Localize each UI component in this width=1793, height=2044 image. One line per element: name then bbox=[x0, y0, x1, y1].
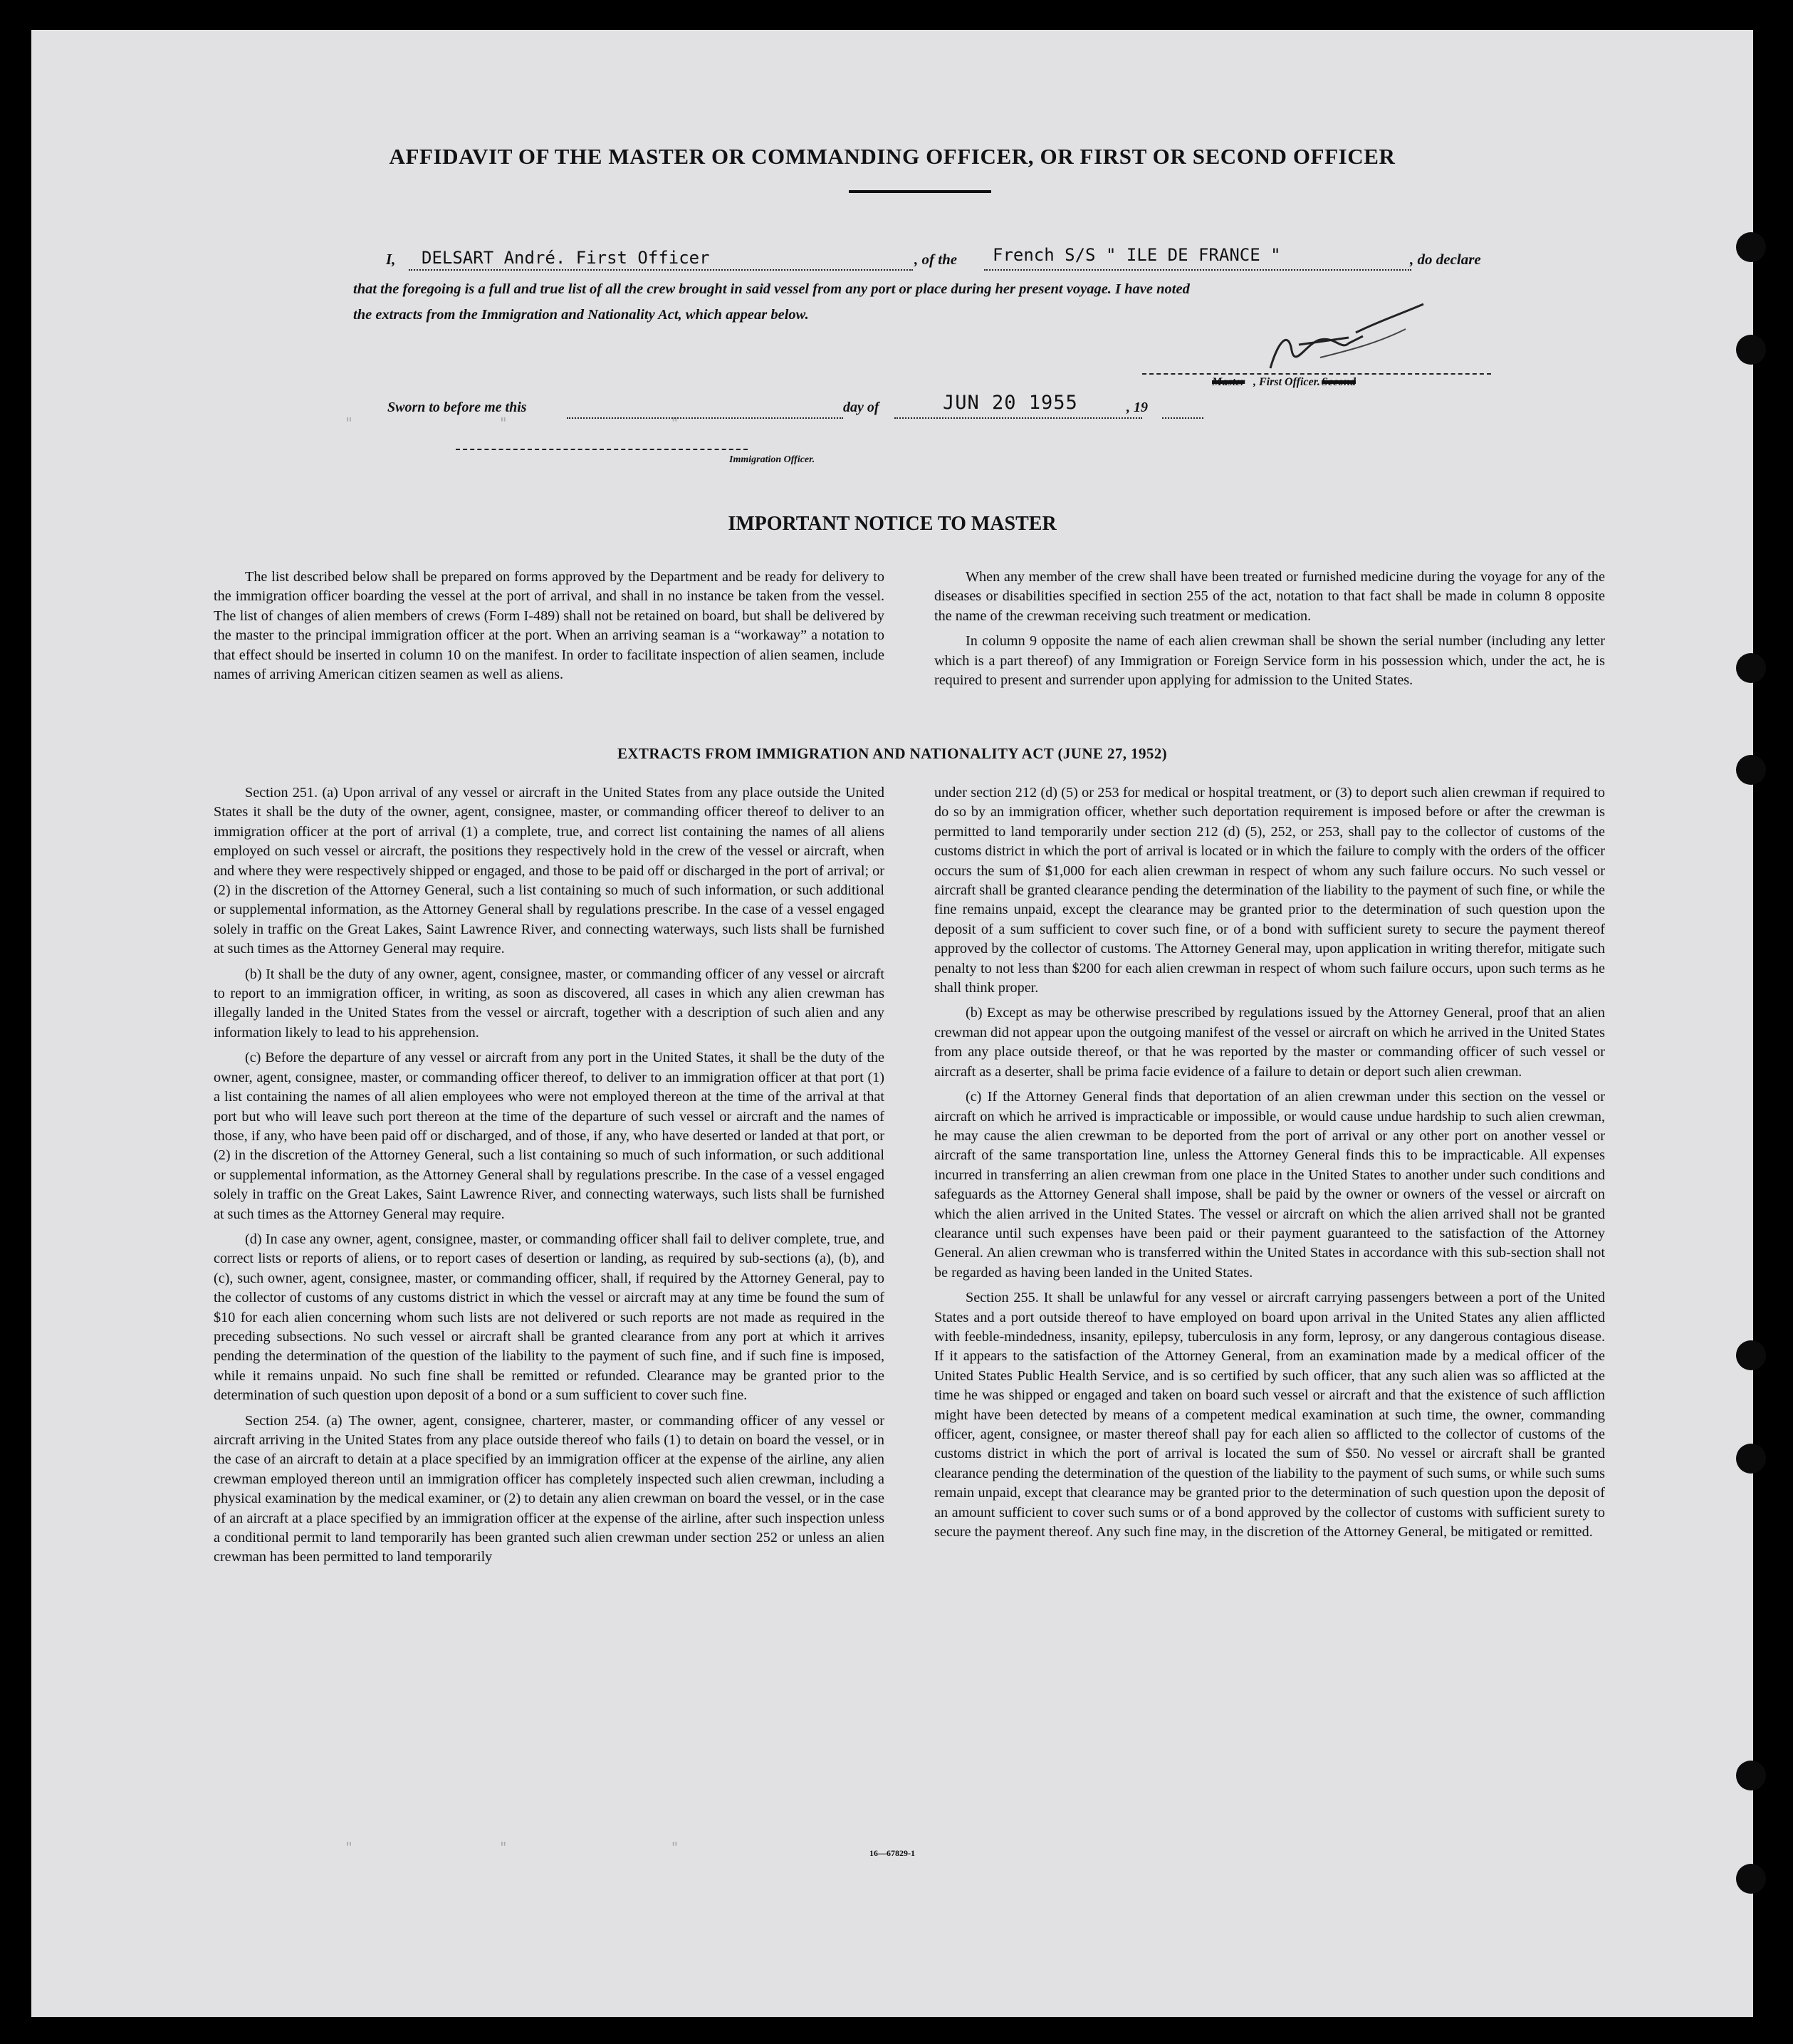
binder-hole-7 bbox=[1736, 1761, 1766, 1790]
notice-right-paragraph-2: In column 9 opposite the name of each alien crewman shall be shown the serial number (including any letter which is a part thereof) of any Immigration or Foreign Service form in his possession which, under the act, he is required to present and surrender upon applying for admission to the United States. bbox=[934, 633, 1605, 689]
vessel-value: French S/S " ILE DE FRANCE " bbox=[993, 245, 1281, 265]
immigration-officer-label: Immigration Officer. bbox=[729, 454, 815, 465]
do-declare-label: , do declare bbox=[1410, 251, 1481, 268]
struck-word-second: Second bbox=[1322, 376, 1356, 388]
bleed-through-mark: " " " bbox=[345, 1839, 679, 1856]
extracts-title: EXTRACTS FROM IMMIGRATION AND NATIONALITY ACT (JUNE 27, 1952) bbox=[617, 745, 1168, 762]
binder-hole-8 bbox=[1736, 1864, 1766, 1894]
name-fill-line bbox=[409, 269, 913, 271]
officer-title-label bbox=[1253, 376, 1320, 389]
officer-label-text: , First Officer. bbox=[1253, 376, 1320, 388]
extracts-left-column bbox=[214, 783, 884, 1573]
binder-hole-5 bbox=[1736, 1340, 1766, 1370]
notice-left-paragraph: The list described below shall be prepared on forms approved by the Department and be ready for delivery to the immigration officer boarding the vessel at the port of arrival, and shall in no instance be taken from the vessel. The list of changes of alien members of crews (Form I-489) shall not be retained on board, but shall be delivered by the master to the principal immigration officer at the port. When an arriving seaman is a “workaway” a notation to that effect should be inserted in column 10 on the manifest. In order to facilitate inspection of alien seamen, include names of arriving American citizen seamen as well as aliens. bbox=[214, 569, 884, 683]
binder-hole-6 bbox=[1736, 1444, 1766, 1474]
extracts-right-column bbox=[934, 783, 1605, 1548]
section-254-c: (c) If the Attorney General finds that deportation of an alien crewman under this section on the vessel or aircraft on which he arrived is impracticable or impossible, or would cause undue hardship to such alien crewman, he may cause the alien crewman to be deported from the port of arrival or any other port on another vessel or aircraft of the same transportation line, unless the Attorney General finds this to be impracticable. All expenses incurred in transferring an alien crewman from one place in the United States to another under such conditions and safeguards as the Attorney General shall impose, shall be paid by the owner or owners of the vessel or aircraft on which the alien arrived in the United States. The vessel or aircraft on which the alien arrived shall not be granted clearance until such expenses have been paid or their payment guaranteed to the satisfaction of the Attorney General. An alien crewman who is transferred within the United States in accordance with this sub-section shall not be regarded as having been landed in the United States. bbox=[934, 1089, 1605, 1281]
immigration-officer-signature-line bbox=[456, 449, 748, 450]
sworn-day-fill-line bbox=[567, 417, 843, 419]
bleed-through-mark: " " " bbox=[345, 414, 679, 432]
document-page bbox=[31, 30, 1753, 2017]
section-254-a-continued: under section 212 (d) (5) or 253 for medical or hospital treatment, or (3) to deport such alien crewman if required to do so by an immigration officer, whether such deportation requirement is imposed before or after the crewman is permitted to land temporarily under section 212 (d) (5), 252, or 253, shall pay to the collector of customs of the customs district in which the port of arrival is located or in which the failure to comply with the orders of the officer occurs the sum of $1,000 for each alien crewman in respect of whom any such failure occurs. No such vessel or aircraft shall be granted clearance pending the determination of the liability to the payment of such fine, or while the fine remains unpaid, except the clearance may be granted prior to the determination of such question upon the deposit of a sum sufficient to cover such fine, or of a bond with sufficient surety to secure the payment thereof approved by the collector of customs. The Attorney General may, upon application in writing therefor, mitigate such penalty to not less than $200 for each alien crewman in respect of whom such failure occurs, upon such terms as he shall think proper. bbox=[934, 785, 1605, 996]
notice-right-paragraph-1: When any member of the crew shall have been treated or furnished medicine during the voyage for any of the diseases or disabilities specified in section 255 of the act, notation to that fact shall be made in column 8 opposite the name of the crewman receiving such treatment or medication. bbox=[934, 569, 1605, 624]
section-255: Section 255. It shall be unlawful for any vessel or aircraft carrying passengers between a port of the United States and a port outside thereof to have employed on board upon arrival in the United States any alien afflicted with feeble-mindedness, insanity, epilepsy, tuberculosis in any form, leprosy, or any dangerous contagious disease. If it appears to the satisfaction of the Attorney General, from an examination made by a medical officer of the United States Public Health Service, and is so certified by such officer, that any such alien was so afflicted at the time he was shipped or engaged and taken on board such vessel or aircraft and that the existence of such affliction might have been detected by means of a competent medical examination at such time, the owner, commanding officer, agent, consignee, or master thereof shall pay for each alien so afflicted to the collector of customs of the customs district in which the port of arrival is located the sum of $50. No vessel or aircraft shall be granted clearance pending the determination of the question of the liability to the payment of such sums, or while such sums remain unpaid, except that clearance may be granted prior to the determination of such question upon the deposit of an amount sufficient to cover such sums or of a bond approved by the collector of customs with sufficient surety to secure the payment thereof. Any such fine may, in the discretion of the Attorney General, be mitigated or remitted. bbox=[934, 1290, 1605, 1540]
date-stamp: JUN 20 1955 bbox=[943, 392, 1078, 414]
officer-signature bbox=[1256, 301, 1441, 379]
section-251-b: (b) It shall be the duty of any owner, agent, consignee, master, or commanding officer of any vessel or aircraft to report to an immigration officer, in writing, as soon as discovered, all cases in which any alien crewman has illegally landed in the United States from the vessel or aircraft, together with a description of such alien and any information likely to lead to his apprehension. bbox=[214, 966, 884, 1041]
section-251-d: (d) In case any owner, agent, consignee, master, or commanding officer shall fail to deliver complete, true, and correct lists or reports of aliens, or to report cases of desertion or landing, as required by sub-sections (a), (b), and (c), such owner, agent, consignee, master, or commanding officer, shall, if required by the Attorney General, pay to the collector of customs of any customs district in which the vessel or aircraft may at any time be found the sum of $10 for each alien concerning whom such lists are not delivered or such reports are not made as required in the preceding subsections. No such vessel or aircraft shall be granted clearance from any port at which it arrives pending the determination of the question of the liability to the payment of such fine, and if such fine is imposed, while it remains unpaid. No such fine shall be remitted or refunded. Clearance may be granted prior to the determination of such question upon deposit of a bond or a sum sufficient to cover such fine. bbox=[214, 1231, 884, 1404]
declaration-line-3: the extracts from the Immigration and Nationality Act, which appear below. bbox=[353, 307, 809, 323]
notice-left-column bbox=[214, 568, 884, 690]
binder-hole-1 bbox=[1736, 232, 1766, 262]
vessel-fill-line bbox=[984, 269, 1411, 271]
binder-hole-3 bbox=[1736, 653, 1766, 683]
sworn-label: Sworn to before me this bbox=[387, 400, 527, 415]
sworn-year-fill-line bbox=[1162, 417, 1203, 419]
of-the-label: , of the bbox=[914, 251, 958, 268]
form-number: 16—67829-1 bbox=[869, 1848, 915, 1858]
struck-word-master: Master bbox=[1212, 376, 1245, 388]
notice-title: IMPORTANT NOTICE TO MASTER bbox=[728, 513, 1057, 535]
declaration-line-2: that the foregoing is a full and true list of all the crew brought in said vessel from any port or place during her present voyage. I have noted bbox=[353, 281, 1190, 297]
day-of-label: day of bbox=[843, 400, 879, 415]
title-divider bbox=[849, 190, 991, 193]
year-label: , 19 bbox=[1126, 400, 1148, 415]
sworn-month-fill-line bbox=[894, 417, 1142, 419]
signature-line bbox=[1142, 373, 1491, 375]
section-254-b: (b) Except as may be otherwise prescribed by regulations issued by the Attorney General, proof that an alien crewman did not appear upon the outgoing manifest of the vessel or aircraft on which he arrived in the United States from any place outside thereof, or that he was reported by the master or commanding officer of such vessel or aircraft as a deserter, shall be prima facie evidence of a failure to detain or deport such alien crewman. bbox=[934, 1005, 1605, 1080]
binder-hole-2 bbox=[1736, 335, 1766, 365]
section-254-a: Section 254. (a) The owner, agent, consignee, charterer, master, or commanding officer of any vessel or aircraft arriving in the United States from any place outside thereof who fails (1) to detain on board the vessel, or in the case of an aircraft to detain at a place specified by an immigration officer at the expense of the airline, any alien crewman employed thereon until an immigration officer has completely inspected such alien crewman, including a physical examination by the medical examiner, or (2) to detain any alien crewman on board the vessel, or in the case of an aircraft at a place specified by an immigration officer at the expense of the airline, after such inspection unless a conditional permit to land temporarily has been granted such alien crewman under section 252 or unless an alien crewman has been permitted to land temporarily bbox=[214, 1412, 884, 1565]
affidavit-title: AFFIDAVIT OF THE MASTER OR COMMANDING OFFICER, OR FIRST OR SECOND OFFICER bbox=[389, 144, 1396, 169]
declaration-i-label: I, bbox=[386, 251, 396, 268]
section-251-a: Section 251. (a) Upon arrival of any vessel or aircraft in the United States from any place outside the United States it shall be the duty of the owner, agent, consignee, master, or commanding officer thereof to deliver to an immigration officer at the port of arrival (1) a complete, true, and correct list containing the names of all aliens employed on such vessel or aircraft, the positions they respectively hold in the crew of the vessel or aircraft, when and where they were respectively shipped or engaged, and those to be paid off or discharged in the port of arrival; or (2) in the discretion of the Attorney General, such a list containing so much of such information, or such additional or supplemental information, as the Attorney General shall by regulations prescribe. In the case of a vessel engaged solely in traffic on the Great Lakes, Saint Lawrence River, and connecting waterways, such lists shall be furnished at such times as the Attorney General may require. bbox=[214, 785, 884, 957]
section-251-c: (c) Before the departure of any vessel or aircraft from any port in the United States, it shall be the duty of the owner, agent, consignee, master, or commanding officer thereof, to deliver to an immigration officer at that port (1) a list containing the names of all alien employees who were not employed thereon at the time of the arrival at that port but who will leave such port thereon at the time of the departure of such vessel or aircraft and the names of those, if any, who have been paid off or discharged, and of those, if any, who have deserted or landed at that port, or (2) in the discretion of the Attorney General, such a list containing so much of such information, or such additional or supplemental information, as the Attorney General shall by regulations prescribe. In the case of a vessel engaged solely in traffic on the Great Lakes, Saint Lawrence River, and connecting waterways, such lists shall be furnished at such times as the Attorney General may require. bbox=[214, 1050, 884, 1222]
notice-right-column bbox=[934, 568, 1605, 696]
officer-name-value: DELSART André. First Officer bbox=[422, 248, 710, 268]
